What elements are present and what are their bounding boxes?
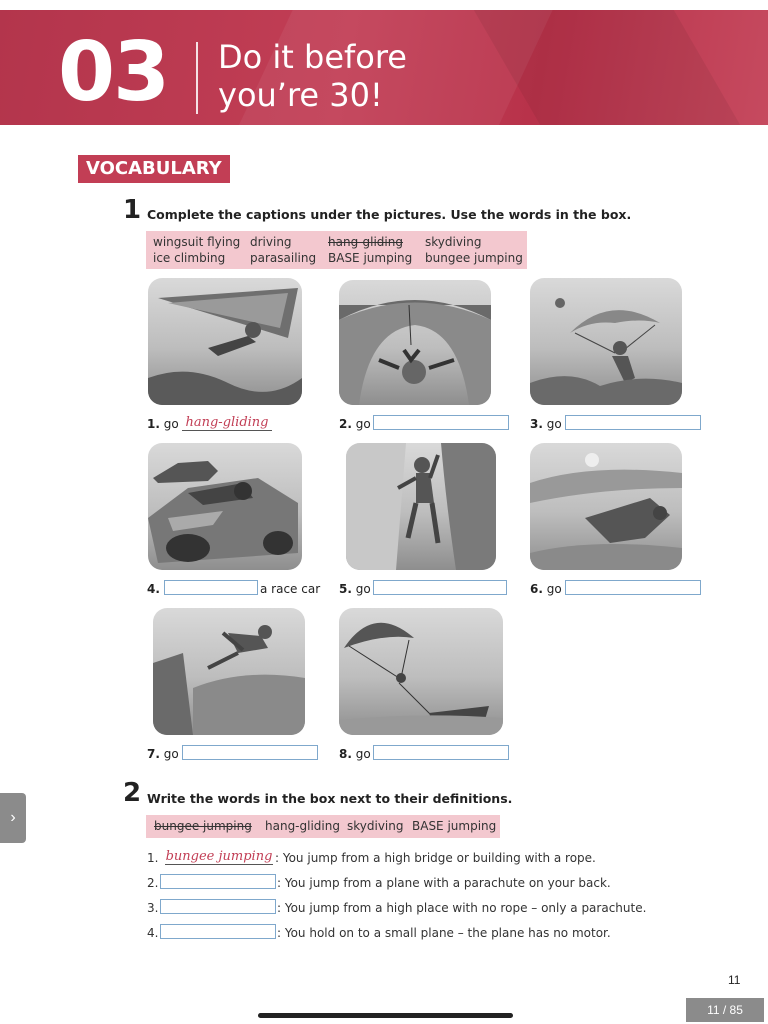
unit-number: 03 bbox=[58, 25, 169, 120]
caption-number: 7. bbox=[147, 747, 160, 761]
caption-prefix: go bbox=[546, 417, 562, 431]
caption-prefix: go bbox=[163, 747, 179, 761]
definition-2-number: 2. bbox=[147, 876, 159, 890]
base-jumping-illustration bbox=[153, 608, 305, 735]
caption-7 bbox=[147, 747, 179, 761]
answer-3-input[interactable] bbox=[565, 415, 701, 430]
race-car-illustration bbox=[148, 443, 302, 570]
caption-8 bbox=[339, 747, 371, 761]
caption-number: 1. bbox=[147, 417, 160, 431]
exercise-1-number: 1 bbox=[123, 195, 142, 225]
definition-1-answer[interactable]: bungee jumping bbox=[165, 849, 273, 864]
word-item: driving bbox=[250, 235, 292, 249]
caption-5 bbox=[339, 582, 371, 596]
caption-prefix: go bbox=[355, 417, 371, 431]
caption-number: 6. bbox=[530, 582, 543, 596]
header-decoration bbox=[462, 10, 768, 125]
answer-4-input[interactable] bbox=[164, 580, 258, 595]
unit-title bbox=[218, 38, 407, 114]
definition-3-number: 3. bbox=[147, 901, 159, 915]
answer-8-input[interactable] bbox=[373, 745, 509, 760]
definition-4-number: 4. bbox=[147, 926, 159, 940]
exercise-2-instruction: Write the words in the box next to their definitions. bbox=[147, 791, 513, 806]
definition-2-text: : You jump from a plane with a parachute on your back. bbox=[277, 876, 611, 890]
page-number: 11 bbox=[728, 973, 741, 987]
unit-header bbox=[0, 10, 768, 125]
answer-7-input[interactable] bbox=[182, 745, 318, 760]
chevron-right-icon: › bbox=[10, 809, 16, 826]
picture-hang-gliding bbox=[148, 278, 302, 405]
word-item: wingsuit flying bbox=[153, 235, 241, 249]
ice-climbing-illustration bbox=[346, 443, 496, 570]
answer-2-input[interactable] bbox=[373, 415, 509, 430]
unit-title-line2: you’re 30! bbox=[218, 76, 383, 114]
answer-5-input[interactable] bbox=[373, 580, 507, 595]
unit-title-line1: Do it before bbox=[218, 38, 407, 76]
caption-number: 4. bbox=[147, 582, 160, 596]
word-item: bungee jumping bbox=[425, 251, 523, 265]
picture-base-jumping bbox=[153, 608, 305, 735]
definition-3-input[interactable] bbox=[160, 899, 276, 914]
skydiving-illustration bbox=[530, 278, 682, 405]
caption-3 bbox=[530, 417, 562, 431]
word-item: ice climbing bbox=[153, 251, 226, 265]
exercise-2-number: 2 bbox=[123, 778, 142, 808]
caption-number: 2. bbox=[339, 417, 352, 431]
word-item: BASE jumping bbox=[328, 251, 413, 265]
caption-prefix: go bbox=[163, 417, 179, 431]
picture-wingsuit-flying bbox=[530, 443, 682, 570]
picture-ice-climbing bbox=[346, 443, 496, 570]
parasailing-illustration bbox=[339, 608, 503, 735]
picture-parasailing bbox=[339, 608, 503, 735]
exercise-2-word-box bbox=[146, 815, 500, 838]
caption-6 bbox=[530, 582, 562, 596]
word-item: hang-gliding bbox=[265, 819, 340, 833]
exercise-1-instruction: Complete the captions under the pictures. Use the words in the box. bbox=[147, 207, 632, 222]
caption-4 bbox=[147, 582, 160, 596]
definition-4-text: : You hold on to a small plane – the plane has no motor. bbox=[277, 926, 611, 940]
bungee-illustration bbox=[339, 280, 491, 405]
definition-4-input[interactable] bbox=[160, 924, 276, 939]
answer-6-input[interactable] bbox=[565, 580, 701, 595]
caption-prefix: go bbox=[355, 747, 371, 761]
hang-glider-illustration bbox=[148, 278, 302, 405]
caption-number: 3. bbox=[530, 417, 543, 431]
picture-driving bbox=[148, 443, 302, 570]
answer-1-filled[interactable]: hang-gliding bbox=[182, 415, 272, 431]
caption-4-suffix: a race car bbox=[260, 582, 321, 596]
definition-3-text: : You jump from a high place with no rope – only a parachute. bbox=[277, 901, 647, 915]
page-counter: 11 / 85 bbox=[686, 998, 764, 1022]
wingsuit-illustration bbox=[530, 443, 682, 570]
caption-number: 8. bbox=[339, 747, 352, 761]
picture-bungee-jumping bbox=[339, 280, 491, 405]
caption-prefix: go bbox=[355, 582, 371, 596]
header-divider bbox=[196, 42, 198, 114]
word-item: BASE jumping bbox=[412, 819, 497, 833]
word-item: parasailing bbox=[250, 251, 317, 265]
word-item-crossed: bungee jumping bbox=[154, 819, 252, 833]
home-indicator[interactable] bbox=[258, 1013, 513, 1018]
exercise-1-word-box bbox=[146, 231, 527, 269]
word-item: skydiving bbox=[425, 235, 482, 249]
next-page-tab[interactable] bbox=[0, 793, 26, 843]
caption-prefix: go bbox=[546, 582, 562, 596]
caption-number: 5. bbox=[339, 582, 352, 596]
status-bar bbox=[0, 0, 768, 10]
word-item-crossed: hang-gliding bbox=[328, 235, 403, 249]
definition-2-input[interactable] bbox=[160, 874, 276, 889]
definition-1-text: : You jump from a high bridge or building with a rope. bbox=[275, 851, 596, 865]
word-item: skydiving bbox=[347, 819, 404, 833]
picture-skydiving bbox=[530, 278, 682, 405]
caption-2 bbox=[339, 417, 371, 431]
caption-1 bbox=[147, 417, 179, 431]
definition-1-number: 1. bbox=[147, 851, 159, 865]
section-badge: VOCABULARY bbox=[78, 155, 230, 183]
